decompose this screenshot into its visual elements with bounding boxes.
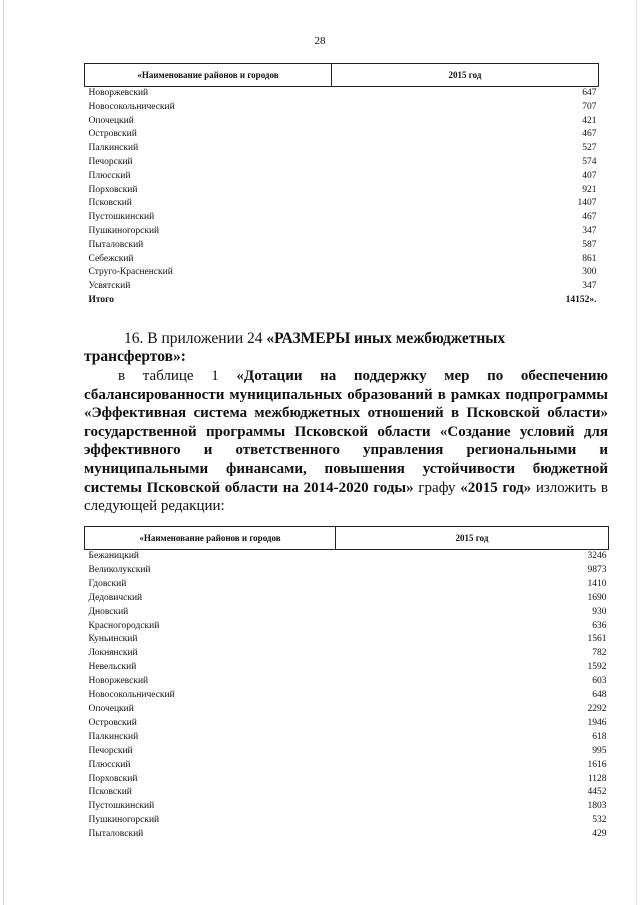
- district-name: Новоржевский: [88, 88, 149, 98]
- district-value: 648: [592, 690, 607, 701]
- district-value: 1690: [587, 592, 607, 603]
- table-row: [85, 745, 609, 759]
- district-name: Куньинский: [88, 634, 138, 645]
- district-name: Великолукский: [88, 564, 151, 575]
- total-label: Итого: [88, 294, 115, 305]
- table-row: [85, 717, 609, 731]
- column-header-name: «Наименование районов и городов: [85, 527, 336, 550]
- table-row: [85, 280, 599, 294]
- table-row: [85, 170, 599, 184]
- district-value: 429: [592, 829, 607, 840]
- section-heading: [84, 330, 608, 366]
- district-name: Островский: [88, 717, 137, 728]
- table-row: [85, 731, 609, 745]
- district-value: 647: [582, 88, 597, 98]
- district-name: Гдовский: [88, 578, 127, 589]
- district-name: Пыталовский: [88, 829, 144, 840]
- district-value: 1128: [587, 773, 607, 784]
- column-header-name: «Наименование районов и городов: [85, 64, 332, 87]
- table-row: [85, 225, 599, 239]
- district-value: 527: [582, 143, 597, 154]
- allocation-table-continued: [84, 63, 599, 308]
- table-row: [85, 606, 609, 620]
- allocation-table-new: [84, 526, 609, 842]
- table-row: [85, 661, 609, 675]
- district-value: 532: [592, 815, 607, 826]
- table-row: [85, 115, 599, 129]
- district-name: Усвятский: [88, 281, 131, 292]
- district-value: 467: [582, 129, 597, 140]
- district-value: 347: [582, 281, 597, 292]
- table-row: [85, 689, 609, 703]
- district-name: Плюсский: [88, 759, 131, 770]
- table-row: [85, 759, 609, 773]
- district-value: 1616: [587, 759, 607, 770]
- district-value: 995: [592, 745, 607, 756]
- table-body: [85, 550, 609, 843]
- district-value: 1410: [587, 578, 607, 589]
- column-header-year: 2015 год: [336, 527, 609, 550]
- district-name: Красногородский: [88, 620, 160, 631]
- district-value: 347: [582, 225, 597, 236]
- district-value: 3246: [587, 551, 607, 561]
- district-name: Бежаницкий: [88, 551, 139, 561]
- district-name: Опочецкий: [88, 115, 134, 126]
- section-title: «РАЗМЕРЫ иных межбюджетных трансфертов»: [84, 330, 506, 365]
- district-value: 9873: [587, 564, 607, 575]
- district-value: 782: [592, 648, 607, 659]
- table-row: [85, 128, 599, 142]
- district-value: 2292: [587, 703, 607, 714]
- table-body: [85, 87, 599, 308]
- district-value: 407: [582, 170, 597, 181]
- table-row: [85, 620, 609, 634]
- table-row: [85, 156, 599, 170]
- district-name: Пустошкинский: [88, 801, 155, 812]
- total-value: 14152».: [565, 294, 597, 305]
- district-value: 603: [592, 676, 607, 687]
- district-value: 300: [582, 267, 597, 278]
- district-name: Дновский: [88, 606, 129, 617]
- table-row: [85, 142, 599, 156]
- district-name: Пушкиногорский: [88, 225, 160, 236]
- district-name: Псковский: [88, 787, 132, 798]
- page-edge-right: [636, 0, 637, 905]
- section-number: 16. В приложении 24: [124, 330, 267, 347]
- district-name: Струго-Красненский: [88, 267, 173, 278]
- table-row: [85, 633, 609, 647]
- table-row: [85, 800, 609, 814]
- district-name: Пушкиногорский: [88, 815, 160, 826]
- page-edge-left: [3, 0, 4, 905]
- district-name: Порховский: [88, 184, 138, 195]
- paragraph-ending: изложить в следующей редакции:: [84, 479, 609, 515]
- district-value: 1592: [587, 662, 607, 673]
- district-name: Печорский: [88, 156, 133, 167]
- table-row: [85, 786, 609, 800]
- district-value: 1561: [587, 634, 607, 645]
- table-row: [85, 101, 599, 115]
- total-row: [85, 294, 599, 308]
- district-name: Себежский: [88, 253, 134, 264]
- district-value: 587: [582, 239, 597, 250]
- district-name: Островский: [88, 129, 137, 140]
- paragraph-table-title: «Дотации на поддержку мер по обеспечению сбалансированности муниципальных образований в рамках подпрограммы «Эффективная система межбюджетных отношений в Псковской области» государственной программы Псковской области «Создание условий для эффективного и ответственного управления региональными и муниципальными финансами, повышения устойчивости бюджетной системы Псковской области на 2014-2020 годы»: [84, 368, 608, 496]
- table-row: [85, 675, 609, 689]
- table-row: [85, 239, 599, 253]
- table-row: [85, 550, 609, 564]
- amendment-paragraph: [84, 367, 608, 516]
- district-name: Порховский: [88, 773, 138, 784]
- table-row: [85, 592, 609, 606]
- district-name: Печорский: [88, 745, 133, 756]
- district-value: 4452: [587, 787, 607, 798]
- district-name: Невельский: [88, 662, 137, 673]
- district-value: 467: [582, 212, 597, 223]
- table-row: [85, 703, 609, 717]
- table-row: [85, 211, 599, 225]
- district-name: Пустошкинский: [88, 212, 155, 223]
- district-value: 574: [582, 156, 597, 167]
- district-name: Локнянский: [88, 648, 138, 659]
- district-value: 921: [582, 184, 597, 195]
- district-name: Псковский: [88, 198, 132, 209]
- district-value: 861: [582, 253, 597, 264]
- district-value: 1407: [577, 198, 597, 209]
- district-name: Новосокольнический: [88, 690, 175, 701]
- table-header-row: [85, 64, 599, 87]
- district-name: Новоржевский: [88, 676, 149, 687]
- district-value: 707: [582, 101, 597, 112]
- district-value: 618: [592, 731, 607, 742]
- table-row: [85, 773, 609, 787]
- table-header-row: [85, 527, 609, 550]
- table-row: [85, 578, 609, 592]
- district-value: 930: [592, 606, 607, 617]
- table-row: [85, 184, 599, 198]
- district-value: 1946: [587, 717, 607, 728]
- district-name: Опочецкий: [88, 703, 134, 714]
- table-row: [85, 253, 599, 267]
- district-value: 421: [582, 115, 597, 126]
- column-header-year: 2015 год: [332, 64, 599, 87]
- district-name: Новосокольнический: [88, 101, 175, 112]
- table-row: [85, 87, 599, 101]
- district-name: Пыталовский: [88, 239, 144, 250]
- section-title-end: :: [180, 348, 186, 365]
- table-row: [85, 564, 609, 578]
- paragraph-column-name: «2015 год»: [460, 479, 532, 496]
- district-name: Палкинский: [88, 143, 139, 154]
- district-name: Плюсский: [88, 170, 131, 181]
- table-row: [85, 828, 609, 842]
- table-row: [85, 647, 609, 661]
- paragraph-text: графу: [413, 479, 461, 496]
- district-value: 1803: [587, 801, 607, 812]
- district-name: Дедовичский: [88, 592, 143, 603]
- page-number: 28: [314, 35, 326, 47]
- paragraph-intro: в таблице 1: [118, 368, 237, 384]
- table-row: [85, 197, 599, 211]
- district-name: Палкинский: [88, 731, 139, 742]
- table-row: [85, 814, 609, 828]
- district-value: 636: [592, 620, 607, 631]
- table-row: [85, 266, 599, 280]
